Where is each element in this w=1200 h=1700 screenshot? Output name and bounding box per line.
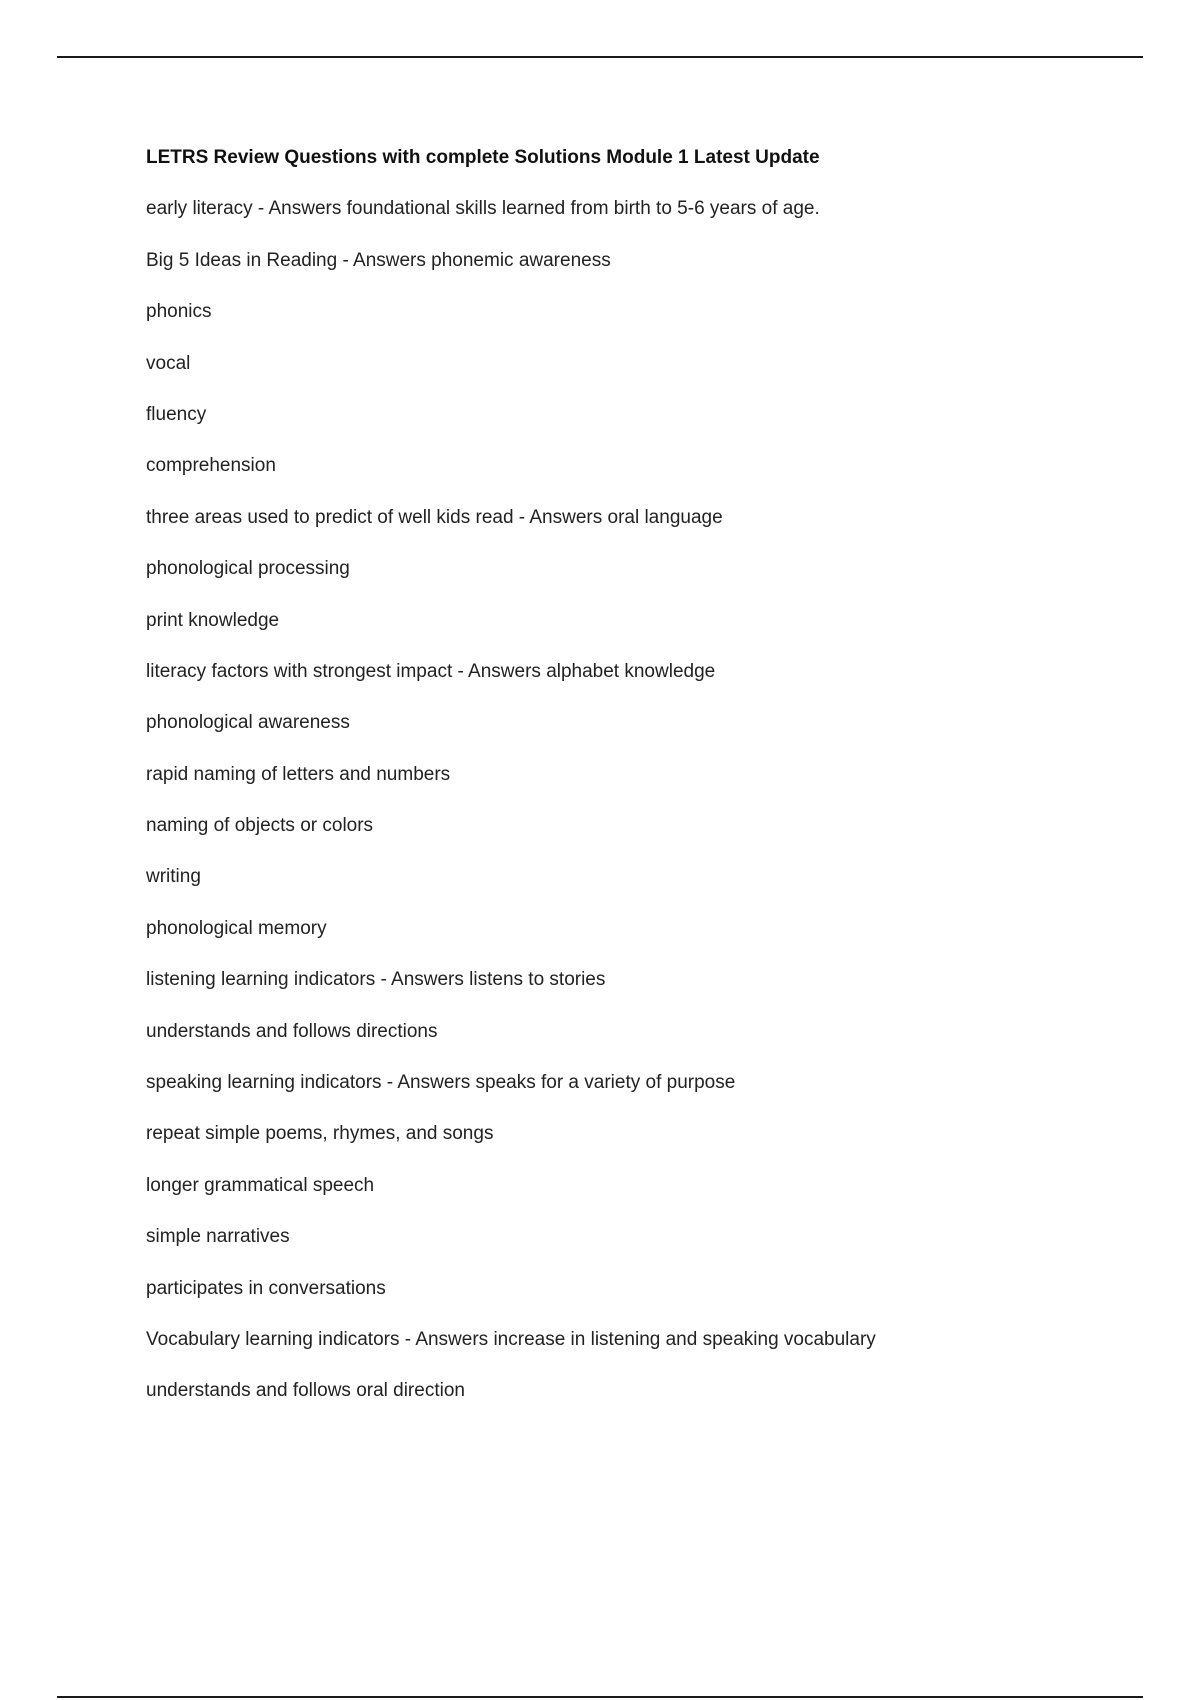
answer-line: phonological processing <box>146 558 350 580</box>
document-title: LETRS Review Questions with complete Solutions Module 1 Latest Update <box>146 147 820 168</box>
answer-line: writing <box>146 866 201 888</box>
answer-line: speaking learning indicators - Answers speaks for a variety of purpose <box>146 1072 736 1094</box>
footer-rule <box>57 1696 1143 1698</box>
answer-line: rapid naming of letters and numbers <box>146 763 451 785</box>
answer-line: three areas used to predict of well kids read - Answers oral language <box>146 506 723 528</box>
answer-line: phonological awareness <box>146 712 350 734</box>
answer-line: phonological memory <box>146 917 327 939</box>
answer-line: repeat simple poems, rhymes, and songs <box>146 1123 494 1145</box>
answer-line: longer grammatical speech <box>146 1174 375 1196</box>
document-body <box>146 145 1146 1430</box>
answer-line: literacy factors with strongest impact - Answers alphabet knowledge <box>146 660 716 682</box>
answer-line: understands and follows directions <box>146 1020 438 1042</box>
answer-line: early literacy - Answers foundational skills learned from birth to 5-6 years of age. <box>146 198 820 220</box>
answer-line: phonics <box>146 301 212 323</box>
answer-line: print knowledge <box>146 609 280 631</box>
header-rule <box>57 56 1143 58</box>
answer-line: Big 5 Ideas in Reading - Answers phonemic awareness <box>146 249 611 271</box>
answer-lines <box>146 196 1146 1404</box>
answer-line: Vocabulary learning indicators - Answers increase in listening and speaking vocabulary <box>146 1328 876 1350</box>
answer-line: fluency <box>146 403 207 425</box>
answer-line: participates in conversations <box>146 1277 386 1299</box>
answer-line: understands and follows oral direction <box>146 1380 465 1402</box>
answer-line: vocal <box>146 352 191 374</box>
answer-line: naming of objects or colors <box>146 815 374 837</box>
answer-line: simple narratives <box>146 1226 290 1248</box>
answer-line: listening learning indicators - Answers listens to stories <box>146 969 606 991</box>
answer-line: comprehension <box>146 455 276 477</box>
